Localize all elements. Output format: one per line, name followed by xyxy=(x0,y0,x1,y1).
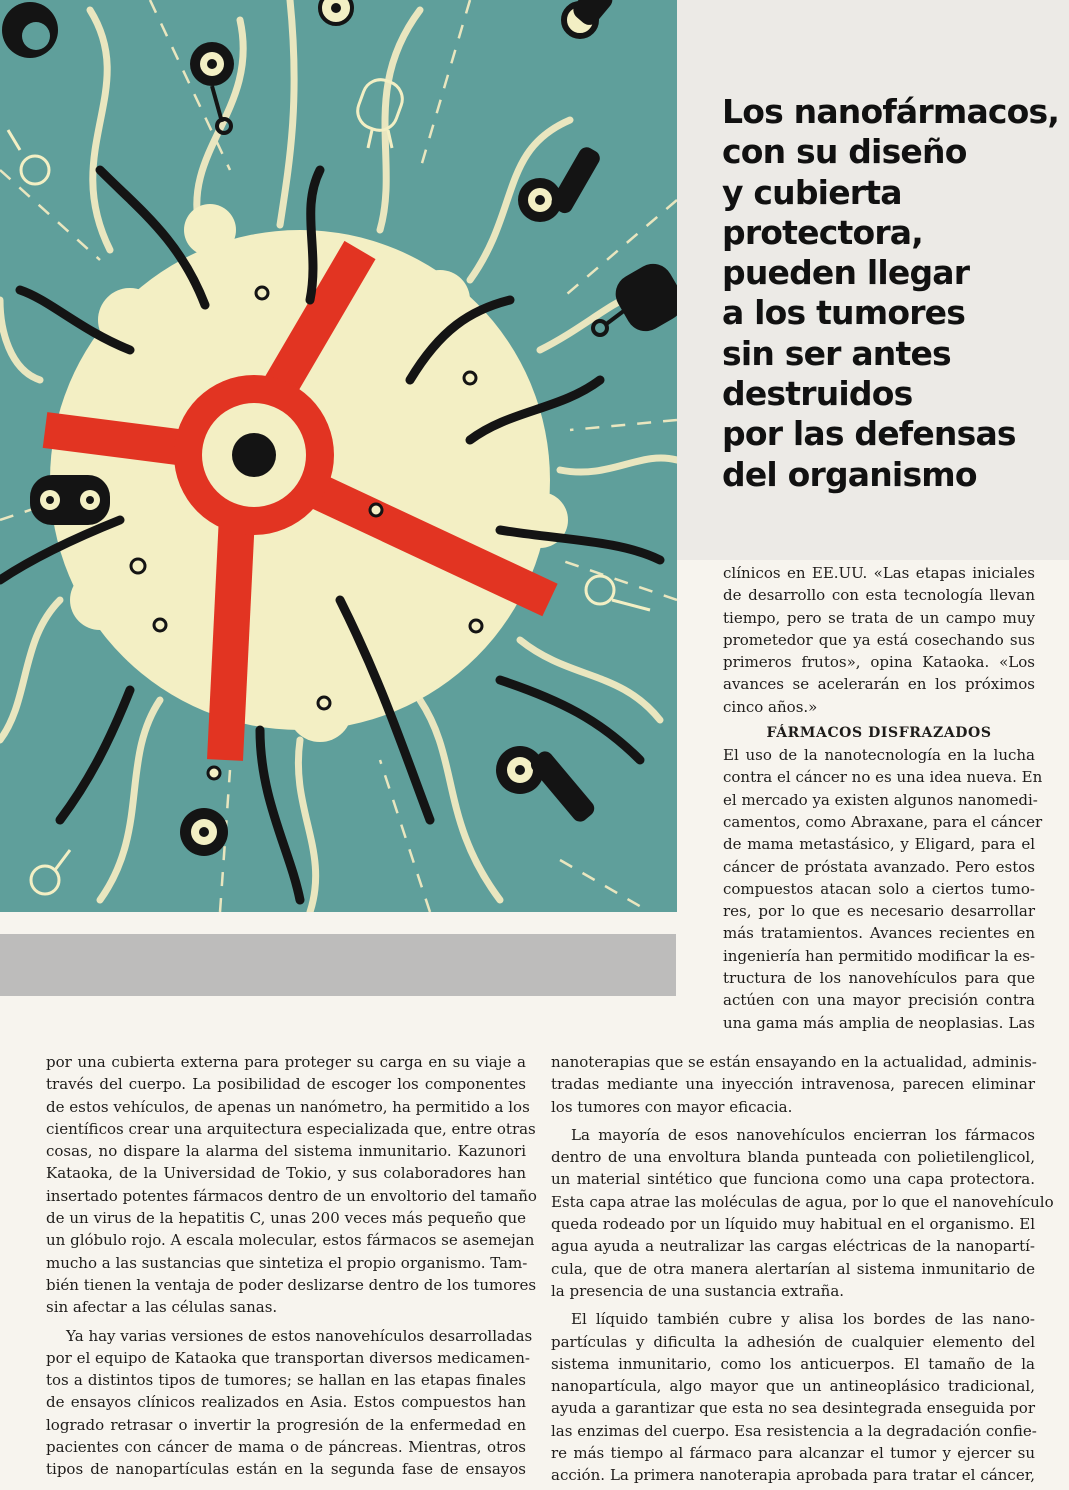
right-column-upper xyxy=(723,562,1043,1034)
illustration-svg xyxy=(0,0,677,912)
text-line: por una cubierta externa para proteger su carga en su viaje a xyxy=(46,1053,526,1071)
text-line: una gama más amplia de neoplasias. Las xyxy=(723,1013,1035,1032)
headline-line: protectora, xyxy=(722,212,924,252)
text-line: contra el cáncer no es una idea nueva. En xyxy=(723,768,1043,787)
text-line: ayuda a garantizar que esta no sea desintegrada enseguida por xyxy=(551,1399,1035,1418)
headline-line: con su diseño xyxy=(722,132,967,172)
headline-line: destruidos xyxy=(722,374,913,414)
text-line: sistema inmunitario, como los anticuerpos. El tamaño de la xyxy=(551,1354,1035,1373)
gray-band xyxy=(0,934,676,996)
text-line: res, por lo que es necesario desarrollar xyxy=(723,902,1035,921)
left-column xyxy=(46,1051,537,1481)
text-line: nanoterapias que se están ensayando en la actualidad, adminis- xyxy=(551,1053,1037,1071)
paragraph xyxy=(46,1325,533,1481)
text-line: La mayoría de esos nanovehículos encierran los fármacos xyxy=(571,1125,1035,1144)
text-line: de ensayos clínicos realizados en Asia. Estos compuestos han xyxy=(46,1393,526,1412)
text-line: primeros frutos», opina Kataoka. «Los xyxy=(723,653,1035,672)
text-line: avances se acelerarán en los próximos xyxy=(723,675,1035,694)
text-line: camentos, como Abraxane, para el cáncer xyxy=(723,812,1043,831)
text-line: El uso de la nanotecnología en la lucha xyxy=(723,746,1035,765)
text-line: re más tiempo al fármaco para alcanzar el tumor y ejercer su xyxy=(551,1444,1035,1463)
text-line: clínicos en EE.UU. «Las etapas iniciales xyxy=(723,564,1035,582)
text-line: de un virus de la hepatitis C, unas 200 veces más pequeño que xyxy=(46,1209,526,1228)
text-line: por el equipo de Kataoka que transportan diversos medicamen- xyxy=(46,1348,530,1367)
text-line: nanopartícula, algo mayor que un antineoplásico tradicional, xyxy=(551,1377,1035,1396)
text-line: los tumores con mayor eficacia. xyxy=(551,1097,793,1116)
text-line: bién tienen la ventaja de poder deslizarse dentro de los tumores xyxy=(46,1275,537,1294)
pull-quote-headline xyxy=(722,92,1060,495)
paragraph xyxy=(723,744,1043,1034)
text-line: logrado retrasar o invertir la progresión de la enfermedad en xyxy=(46,1415,526,1434)
text-line: de estos vehículos, de apenas un nanómetro, ha permitido a los xyxy=(46,1097,530,1116)
text-line: el mercado ya existen algunos nanomedi- xyxy=(723,790,1038,809)
text-line: más tratamientos. Avances recientes en xyxy=(723,924,1035,943)
nanoparticle-illustration xyxy=(0,0,677,912)
text-line: partículas y dificulta la adhesión de cualquier elemento del xyxy=(551,1332,1035,1351)
text-line: Kataoka, de la Universidad de Tokio, y sus colaboradores han xyxy=(46,1164,526,1183)
paragraph xyxy=(723,562,1035,718)
text-line: tiempo, pero se trata de un campo muy xyxy=(723,608,1035,627)
text-line: cáncer de próstata avanzado. Pero estos xyxy=(723,857,1035,876)
right-column-lower xyxy=(551,1051,1054,1487)
text-line: cinco años.» xyxy=(723,697,818,716)
text-line: prometedor que ya está cosechando sus xyxy=(723,630,1035,649)
text-line: un glóbulo rojo. A escala molecular, estos fármacos se asemejan xyxy=(46,1231,535,1250)
text-line: acción. La primera nanoterapia aprobada para tratar el cáncer, xyxy=(551,1466,1035,1485)
headline-line: y cubierta xyxy=(722,172,902,212)
text-line: científicos crear una arquitectura especializada que, entre otras xyxy=(46,1119,536,1138)
text-line: Esta capa atrae las moléculas de agua, por lo que el nanovehículo xyxy=(551,1192,1054,1211)
paragraph xyxy=(46,1051,537,1319)
text-line: pacientes con cáncer de mama o de páncreas. Mientras, otros xyxy=(46,1438,526,1457)
text-line: mucho a las sustancias que sintetiza el propio organismo. Tam- xyxy=(46,1253,528,1272)
text-line: queda rodeado por un líquido muy habitual en el organismo. El xyxy=(551,1215,1035,1234)
headline-line: pueden llegar xyxy=(722,253,970,293)
text-line: de mama metastásico, y Eligard, para el xyxy=(723,835,1035,854)
headline-line: Los nanofármacos, xyxy=(722,92,1060,131)
text-line: la presencia de una sustancia extraña. xyxy=(551,1281,845,1300)
text-line: compuestos atacan solo a ciertos tumo- xyxy=(723,879,1035,898)
text-line: de desarrollo con esta tecnología llevan xyxy=(723,586,1035,605)
text-line: través del cuerpo. La posibilidad de escoger los componentes xyxy=(46,1075,526,1094)
headline-line: sin ser antes xyxy=(722,333,951,373)
paragraph xyxy=(551,1051,1035,1118)
section-heading: FÁRMACOS DISFRAZADOS xyxy=(766,725,992,742)
text-line: tipos de nanopartículas están en la segunda fase de ensayos xyxy=(46,1460,526,1479)
text-line: un material sintético que funciona como una capa protectora. xyxy=(551,1170,1035,1189)
text-line: dentro de una envoltura blanda punteada con polietilenglicol, xyxy=(551,1148,1035,1167)
text-line: tructura de los nanovehículos para que xyxy=(723,969,1035,988)
paragraph xyxy=(551,1124,1054,1302)
text-line: agua ayuda a neutralizar las cargas eléctricas de la nanopartí- xyxy=(551,1237,1035,1256)
text-line: sin afectar a las células sanas. xyxy=(46,1298,278,1317)
text-line: tos a distintos tipos de tumores; se hallan en las etapas finales xyxy=(46,1371,526,1390)
text-line: tradas mediante una inyección intravenosa, parecen eliminar xyxy=(551,1075,1035,1094)
text-line: actúen con una mayor precisión contra xyxy=(723,991,1035,1010)
paragraph xyxy=(551,1308,1035,1486)
text-line: ingeniería han permitido modificar la es- xyxy=(723,946,1035,965)
headline-line: del organismo xyxy=(722,454,977,494)
headline-line: a los tumores xyxy=(722,293,966,333)
text-line: Ya hay varias versiones de estos nanovehículos desarrolladas xyxy=(66,1326,533,1345)
text-line: las enzimas del cuerpo. Esa resistencia a la degradación confie- xyxy=(551,1421,1037,1440)
text-line: El líquido también cubre y alisa los bordes de las nano- xyxy=(571,1310,1035,1329)
headline-line: por las defensas xyxy=(722,414,1016,454)
core-dot xyxy=(232,433,276,477)
text-line: cula, que de otra manera alertarían al sistema inmunitario de xyxy=(551,1259,1035,1278)
text-line: insertado potentes fármacos dentro de un envoltorio del tamaño xyxy=(46,1186,537,1205)
text-line: cosas, no dispare la alarma del sistema inmunitario. Kazunori xyxy=(46,1142,526,1161)
